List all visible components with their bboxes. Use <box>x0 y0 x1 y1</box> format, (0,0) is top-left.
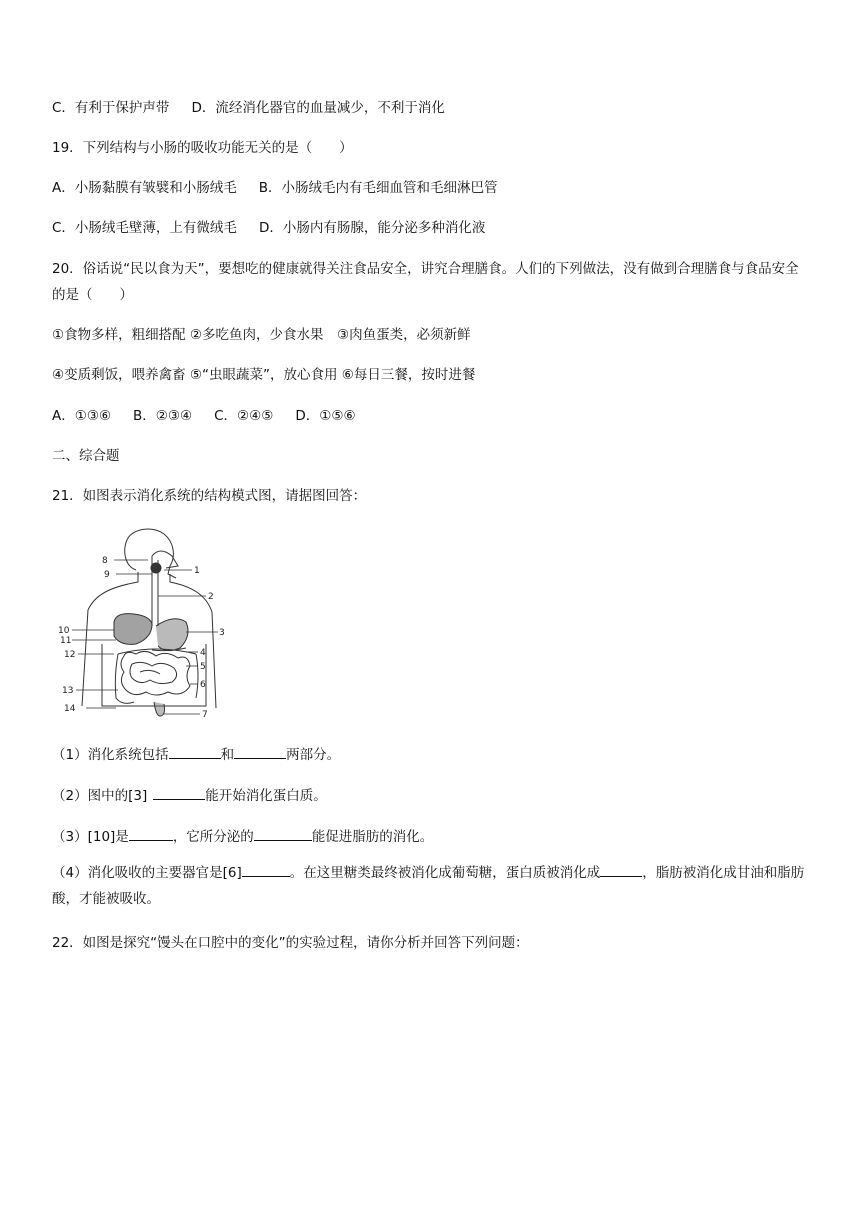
q18-option-c: C．有利于保护声带 <box>52 100 170 116</box>
diagram-label: 9 <box>104 570 110 580</box>
answer-blank[interactable] <box>600 862 642 877</box>
q21-sub4-text: （4）消化吸收的主要器官是[6] <box>52 865 242 881</box>
q21-sub1-text: 两部分。 <box>286 747 341 763</box>
q21-stem: 21．如图表示消化系统的结构模式图，请据图回答： <box>52 488 367 504</box>
q21-sub4 <box>52 860 812 912</box>
diagram-label: 11 <box>60 636 72 646</box>
answer-blank[interactable] <box>254 826 312 841</box>
q20-items-1: ①食物多样，粗细搭配 ②多吃鱼肉，少食水果 ③肉鱼蛋类，必须新鲜 <box>52 327 471 343</box>
q20-stem: 20．俗话说“民以食为天”，要想吃的健康就得关注食品安全，讲究合理膳食。人们的下列做法，没有做到合理膳食与食品安全的是（ ） <box>52 261 799 303</box>
answer-blank[interactable] <box>242 862 290 877</box>
answer-blank[interactable] <box>169 744 221 759</box>
diagram-label: 14 <box>64 704 76 714</box>
q20-options <box>52 406 356 426</box>
diagram-label: 7 <box>202 710 208 720</box>
diagram-label: 10 <box>58 626 70 636</box>
q21-sub3-text: （3）[10]是 <box>52 829 129 845</box>
q21-sub1 <box>52 744 340 765</box>
diagram-label: 2 <box>208 592 214 602</box>
q21-sub4-text: 。在这里糖类最终被消化成葡萄糖，蛋白质被消化成 <box>289 865 601 881</box>
diagram-label: 8 <box>102 556 108 566</box>
q19-stem: 19．下列结构与小肠的吸收功能无关的是（ ） <box>52 140 353 156</box>
q21-sub3-text: ，它所分泌的 <box>172 829 254 845</box>
q20-option-d: D．①⑤⑥ <box>295 408 356 424</box>
q19-options-ab <box>52 178 498 198</box>
q20-option-c: C．②④⑤ <box>214 408 274 424</box>
diagram-label: 5 <box>200 662 206 672</box>
q22-stem: 22．如图是探究“馒头在口腔中的变化”的实验过程，请你分析并回答下列问题： <box>52 935 529 951</box>
diagram-label: 12 <box>64 650 76 660</box>
section-2-heading: 二、综合题 <box>52 448 120 464</box>
q19-options-cd <box>52 218 485 238</box>
answer-blank[interactable] <box>234 744 286 759</box>
q21-sub1-text: 和 <box>220 747 235 763</box>
q21-sub4-text: ，脂肪被消化成甘油和脂肪酸，才能被吸收。 <box>52 865 805 907</box>
q21-sub2 <box>52 785 327 806</box>
q19-option-a: A．小肠黏膜有皱襞和小肠绒毛 <box>52 180 237 196</box>
q21-sub3 <box>52 826 433 847</box>
q20-option-b: B．②③④ <box>133 408 193 424</box>
q21-sub2-text: （2）图中的[3] <box>52 788 148 804</box>
q21-sub3-text: 能促进脂肪的消化。 <box>311 829 434 845</box>
q18-options-cd <box>52 98 445 118</box>
diagram-label: 4 <box>200 648 206 658</box>
answer-blank[interactable] <box>129 826 173 841</box>
q19-option-c: C．小肠绒毛壁薄，上有微绒毛 <box>52 220 237 236</box>
answer-blank[interactable] <box>153 785 205 800</box>
diagram-label: 6 <box>200 680 206 690</box>
diagram-label: 13 <box>62 686 74 696</box>
diagram-label: 3 <box>219 628 225 638</box>
digestive-system-diagram <box>56 526 226 722</box>
q21-sub1-text: （1）消化系统包括 <box>52 747 169 763</box>
diagram-label: 1 <box>194 566 200 576</box>
q21-sub2-text: 能开始消化蛋白质。 <box>205 788 327 804</box>
q19-option-b: B．小肠绒毛内有毛细血管和毛细淋巴管 <box>258 180 498 196</box>
q20-items-2: ④变质剩饭，喂养禽畜 ⑤“虫眼蔬菜”，放心食用 ⑥每日三餐，按时进餐 <box>52 367 476 383</box>
q19-option-d: D．小肠内有肠腺，能分泌多种消化液 <box>258 220 486 236</box>
q20-option-a: A．①③⑥ <box>52 408 112 424</box>
q18-option-d: D．流经消化器官的血量减少，不利于消化 <box>191 100 445 116</box>
